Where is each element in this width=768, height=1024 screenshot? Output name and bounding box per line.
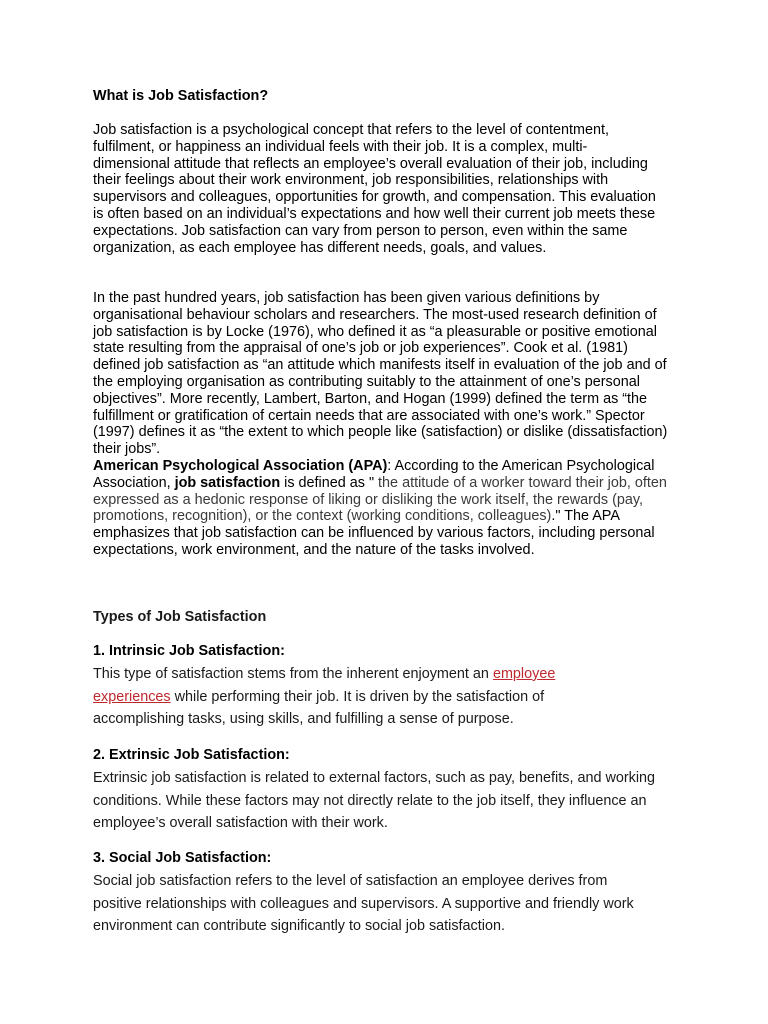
- apa-label: American Psychological Association (APA): [93, 457, 388, 474]
- apa-quote: the attitude of a worker toward their job, often expressed as a hedonic response of liking or disliking the work itself, the rewards (pay, promotions, recognition), or the context (working conditions, colleagues): [93, 474, 667, 525]
- intrinsic-heading: 1. Intrinsic Job Satisfaction:: [93, 643, 285, 659]
- apa-text-3: ." The APA emphasizes that job satisfaction can be influenced by various factors, including personal expectations, work environment, and the nature of the tasks involved.: [93, 508, 655, 558]
- types-heading: Types of Job Satisfaction: [93, 609, 267, 625]
- definitions-section: [93, 290, 679, 559]
- intrinsic-text: This type of satisfaction stems from the inherent enjoyment an employee experiences while performing their job. It is driven by the satisfaction of accomplishing tasks, using skills, and fulfilling a sense of purpose.: [93, 665, 556, 728]
- page-title: What is Job Satisfaction?: [93, 88, 269, 104]
- employee-experiences-link[interactable]: employee experiences: [93, 665, 556, 705]
- paragraph-apa: [93, 458, 679, 559]
- social-text: Social job satisfaction refers to the level of satisfaction an employee derives from positive relationships with colleagues and supervisors. A supportive and friendly work environment can contribute significantly to social job satisfaction.: [93, 872, 634, 935]
- social-section: [93, 847, 653, 938]
- apa-text-2: is defined as ": [280, 474, 375, 491]
- apa-term: job satisfaction: [174, 474, 281, 491]
- apa-text-1: : According to the American Psychological Association,: [93, 457, 655, 491]
- extrinsic-heading: 2. Extrinsic Job Satisfaction:: [93, 747, 290, 763]
- extrinsic-section: [93, 744, 665, 835]
- extrinsic-text: Extrinsic job satisfaction is related to external factors, such as pay, benefits, and working conditions. While these factors may not directly relate to the job itself, they influence an employee’s overall satisfaction with their work.: [93, 769, 656, 832]
- social-heading: 3. Social Job Satisfaction:: [93, 850, 272, 866]
- paragraph-history: In the past hundred years, job satisfaction has been given various definitions by organisational behaviour scholars and researchers. The most-used research definition of job satisfaction is by Locke (1976), who defined it as “a pleasurable or positive emotional state resulting from the appraisal of one’s job or job experiences”. Cook et al. (1981) defined job satisfaction as “an attitude which manifests itself in evaluation of the job and of the employing organisation as contributing suitably to the attainment of one’s personal objectives”. More recently, Lambert, Barton, and Hogan (1999) defined the term as “the fulfillment or gratification of certain needs that are associated with one’s work.” Spector (1997) defines it as “the extent to which people like (satisfaction) or dislike (dissatisfaction) their jobs”.: [93, 290, 668, 458]
- intrinsic-section: [93, 640, 603, 731]
- paragraph-definition: Job satisfaction is a psychological concept that refers to the level of contentment, fulfilment, or happiness an individual feels with their job. It is a complex, multi-dimensional attitude that reflects an employee’s overall evaluation of their job, including their feelings about their work environment, job responsibilities, relationships with supervisors and colleagues, opportunities for growth, and compensation. This evaluation is often based on an individual’s expectations and how well their current job meets these expectations. Job satisfaction can vary from person to person, even within the same organization, as each employee has different needs, goals, and values.: [93, 122, 656, 256]
